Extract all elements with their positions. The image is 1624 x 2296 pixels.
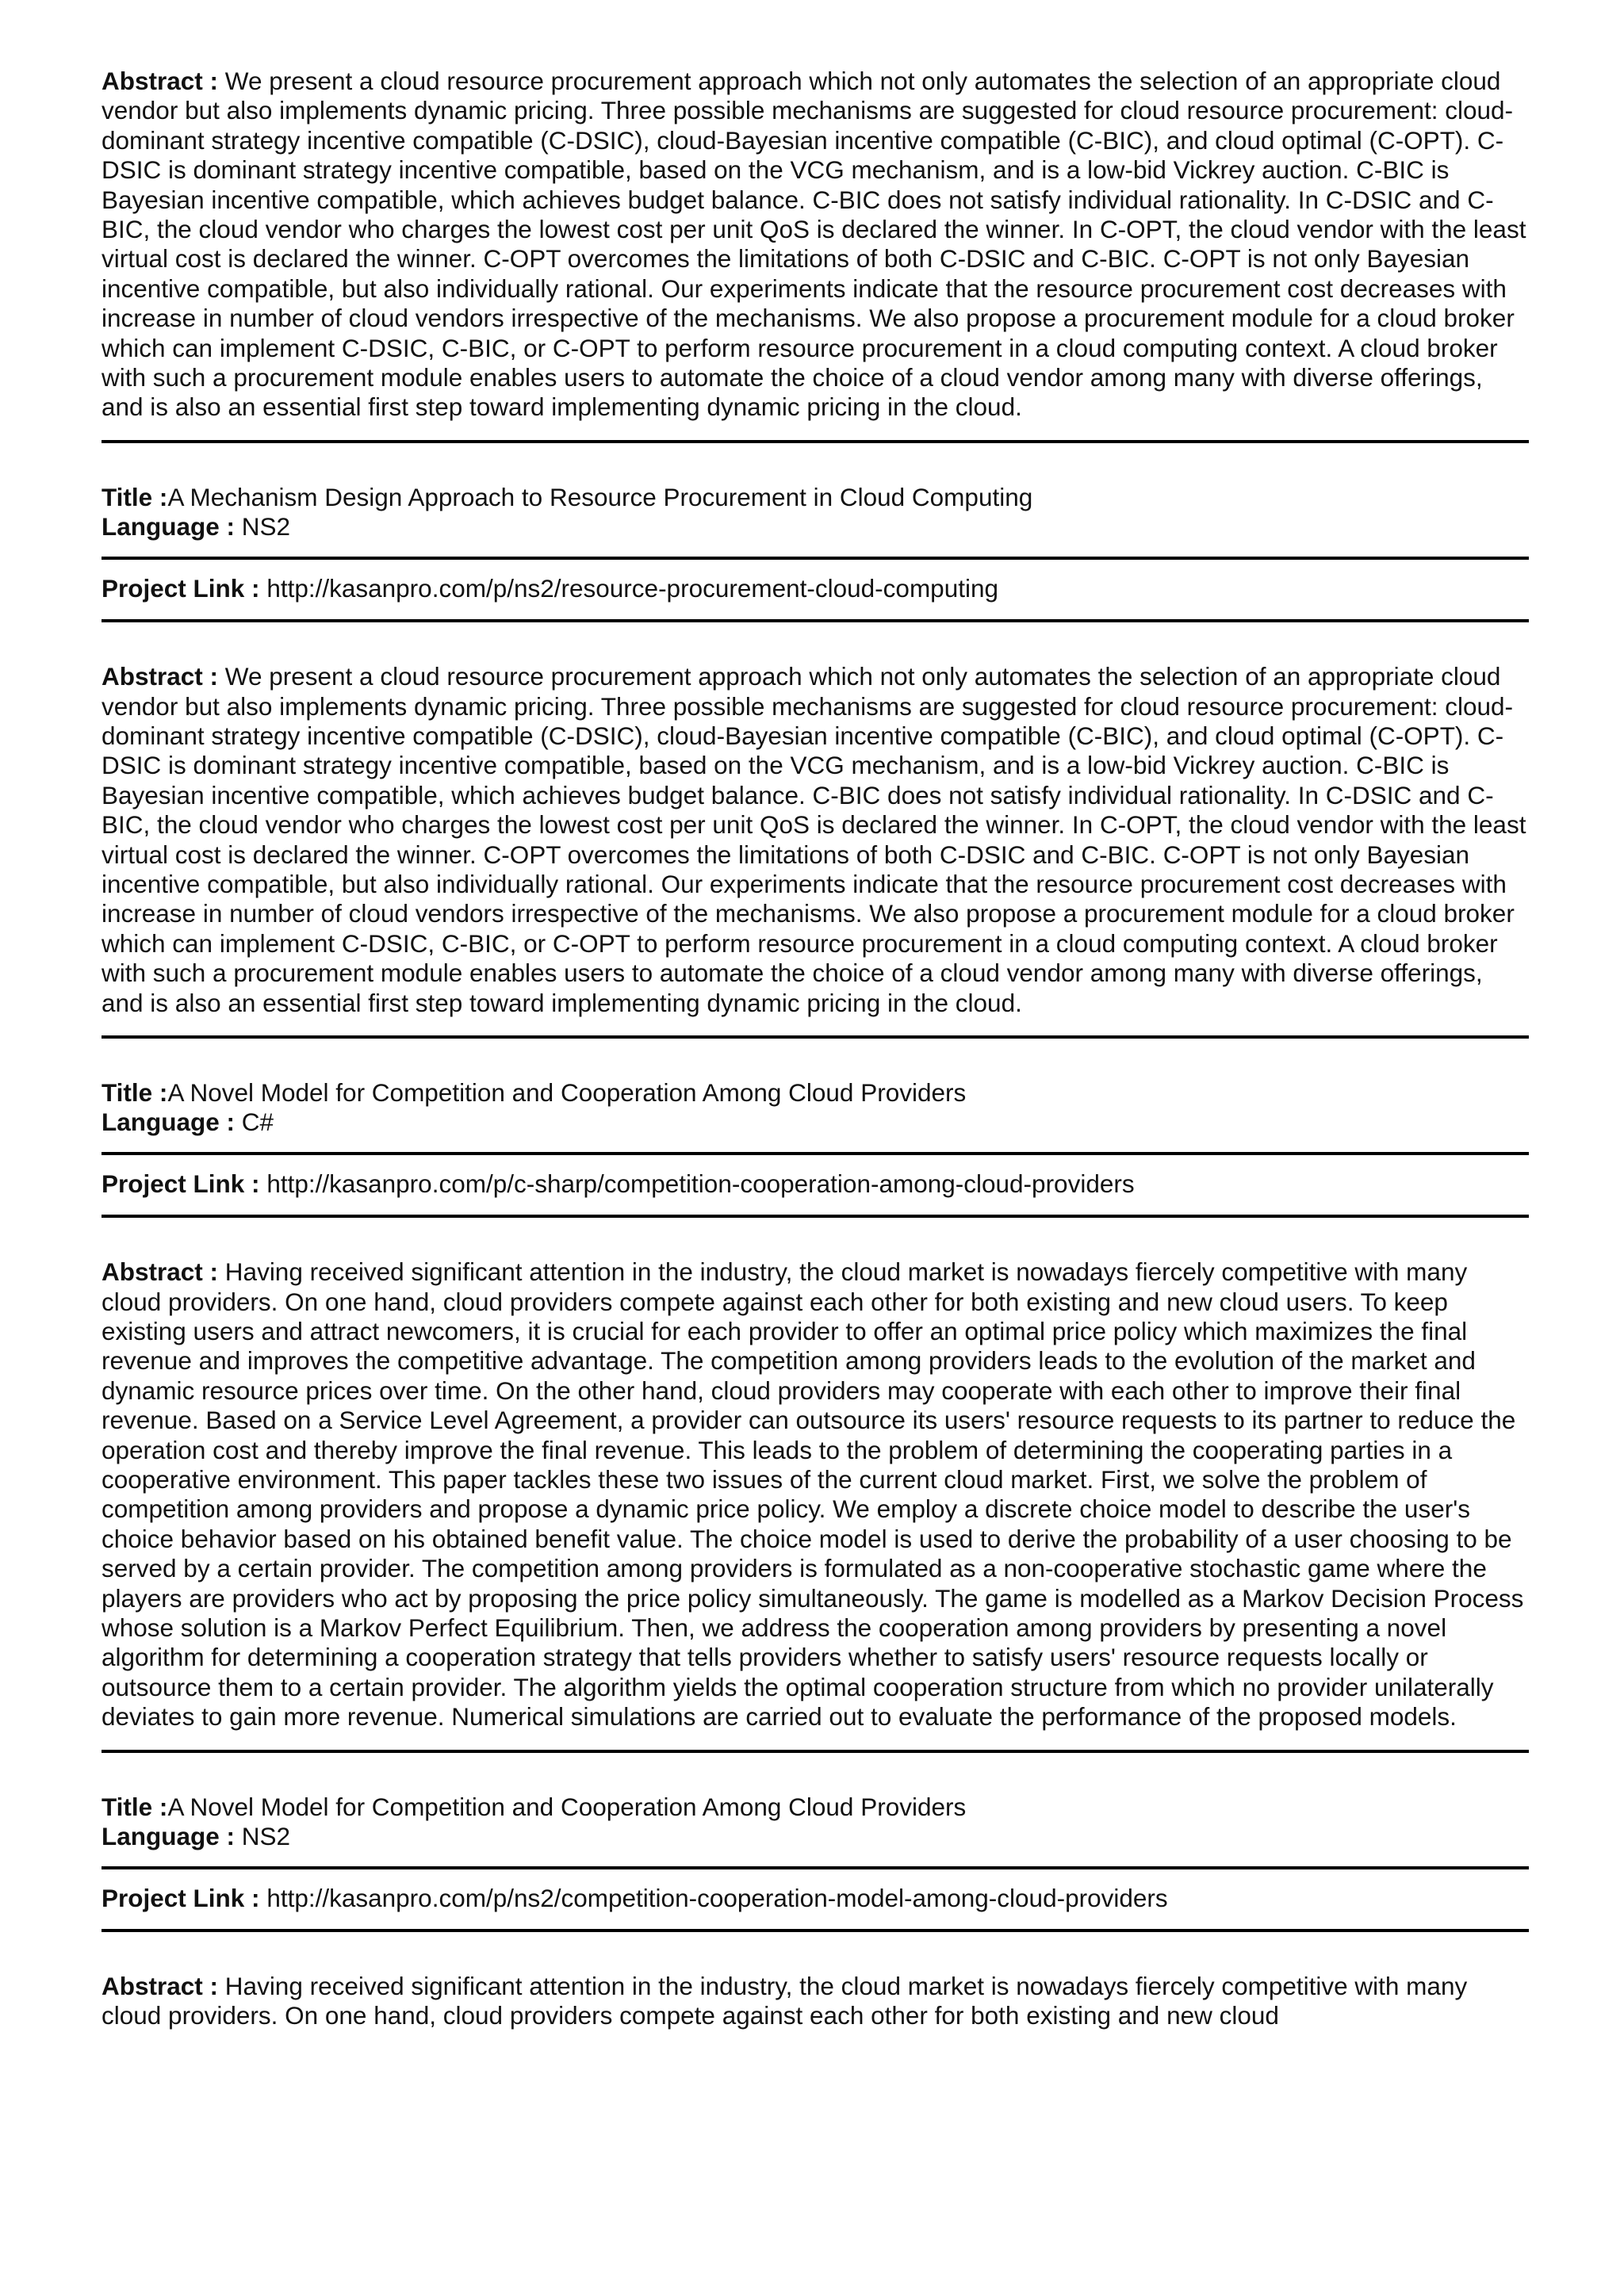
project-title: A Novel Model for Competition and Cooperation Among Cloud Providers — [167, 1077, 967, 1107]
abstract-paragraph — [102, 1257, 1529, 1732]
abstract-text: We present a cloud resource procurement approach which not only automates the selection of an appropriate cloud vendor but also implements dynamic pricing. Three possible mechanisms are suggested for cloud resource procurement: cloud-dominant strategy incentive compatible (C-DSIC), cloud-Bayesian incentive compatible (C-BIC), and cloud optimal (C-OPT). C-DSIC is dominant strategy incentive compatible, based on the VCG mechanism, and is a low-bid Vickrey auction. C-BIC is Bayesian incentive compatible, which achieves budget balance. C-BIC does not satisfy individual rationality. In C-DSIC and C-BIC, the cloud vendor who charges the lowest cost per unit QoS is declared the winner. In C-OPT, the cloud vendor with the least virtual cost is declared the winner. C-OPT overcomes the limitations of both C-DSIC and C-BIC. C-OPT is not only Bayesian incentive compatible, but also individually rational. Our experiments indicate that the resource procurement cost decreases with increase in number of cloud vendors irrespective of the mechanisms. We also propose a procurement module for a cloud broker which can implement C-DSIC, C-BIC, or C-OPT to perform resource procurement in a cloud computing context. A cloud broker with such a procurement module enables users to automate the choice of a cloud vendor among many with diverse offerings, and is also an essential first step toward implementing dynamic pricing in the cloud. — [102, 662, 1526, 1017]
project-language: C# — [241, 1108, 274, 1137]
project-link-label: Project Link : — [102, 1169, 260, 1198]
language-line — [102, 512, 1529, 541]
project-header — [102, 1039, 1529, 1152]
abstract-text: Having received significant attention in the industry, the cloud market is nowadays fiercely competitive with many cloud providers. On one hand, cloud providers compete against each other for both existing and new cloud users. To keep existing users and attract newcomers, it is crucial for each provider to offer an optimal price policy which maximizes the final revenue and improves the competitive advantage. The competition among providers leads to the evolution of the market and dynamic resource prices over time. On the other hand, cloud providers may cooperate with each other to improve their final revenue. Based on a Service Level Agreement, a provider can outsource its users' resource requests to its partner to reduce the operation cost and thereby improve the final revenue. This leads to the problem of determining the cooperating parties in a cooperative environment. This paper tackles these two issues of the current cloud market. First, we solve the problem of competition among providers and propose a dynamic price policy. We employ a discrete choice model to describe the user's choice behavior based on his obtained benefit value. The choice model is used to derive the probability of a user choosing to be served by a certain provider. The competition among providers is formulated as a non-cooperative stochastic game where the players are providers who act by proposing the price policy simultaneously. The game is modelled as a Markov Decision Process whose solution is a Markov Perfect Equilibrium. Then, we address the cooperation among providers by presenting a novel algorithm for determining a cooperation strategy that tells providers whether to satisfy users' resource requests locally or outsource them to a certain provider. The algorithm yields the optimal cooperation structure from which no provider unilaterally deviates to gain more revenue. Numerical simulations are carried out to evaluate the performance of the proposed models. — [102, 1257, 1524, 1732]
project-link-row — [102, 1155, 1529, 1215]
abstract-text: Having received significant attention in the industry, the cloud market is nowadays fiercely competitive with many cloud providers. On one hand, cloud providers compete against each other for both existing and new cloud — [102, 1971, 1468, 2030]
abstract-paragraph — [102, 1972, 1529, 2031]
abstract-section — [102, 67, 1529, 440]
title-label: Title : — [102, 482, 168, 511]
abstract-label: Abstract : — [102, 1257, 219, 1287]
language-line — [102, 1108, 1529, 1137]
link-line — [102, 1169, 1529, 1199]
language-label: Language : — [102, 1108, 236, 1137]
abstract-section — [102, 622, 1529, 1035]
language-label: Language : — [102, 512, 236, 541]
title-label: Title : — [102, 1077, 168, 1107]
project-header — [102, 1753, 1529, 1866]
project-link[interactable]: http://kasanpro.com/p/ns2/resource-procurement-cloud-computing — [266, 573, 999, 603]
abstract-label: Abstract : — [102, 67, 219, 95]
project-link[interactable]: http://kasanpro.com/p/ns2/competition-cooperation-model-among-cloud-providers — [266, 1883, 1168, 1912]
abstract-section — [102, 1218, 1529, 1750]
project-language: NS2 — [241, 1822, 291, 1851]
abstract-label: Abstract : — [102, 1971, 219, 2000]
title-line — [102, 1793, 1529, 1822]
language-label: Language : — [102, 1822, 236, 1851]
abstract-section — [102, 1932, 1529, 2049]
title-line — [102, 1078, 1529, 1108]
project-link-label: Project Link : — [102, 1883, 260, 1912]
link-line — [102, 1884, 1529, 1913]
title-line — [102, 483, 1529, 512]
project-language: NS2 — [241, 512, 291, 541]
project-title: A Novel Model for Competition and Cooperation Among Cloud Providers — [167, 1792, 967, 1821]
abstract-text: We present a cloud resource procurement approach which not only automates the selection of an appropriate cloud vendor but also implements dynamic pricing. Three possible mechanisms are suggested for cloud resource procurement: cloud-dominant strategy incentive compatible (C-DSIC), cloud-Bayesian incentive compatible (C-BIC), and cloud optimal (C-OPT). C-DSIC is dominant strategy incentive compatible, based on the VCG mechanism, and is a low-bid Vickrey auction. C-BIC is Bayesian incentive compatible, which achieves budget balance. C-BIC does not satisfy individual rationality. In C-DSIC and C-BIC, the cloud vendor who charges the lowest cost per unit QoS is declared the winner. In C-OPT, the cloud vendor with the least virtual cost is declared the winner. C-OPT overcomes the limitations of both C-DSIC and C-BIC. C-OPT is not only Bayesian incentive compatible, but also individually rational. Our experiments indicate that the resource procurement cost decreases with increase in number of cloud vendors irrespective of the mechanisms. We also propose a procurement module for a cloud broker which can implement C-DSIC, C-BIC, or C-OPT to perform resource procurement in a cloud computing context. A cloud broker with such a procurement module enables users to automate the choice of a cloud vendor among many with diverse offerings, and is also an essential first step toward implementing dynamic pricing in the cloud. — [102, 67, 1526, 422]
project-header — [102, 443, 1529, 557]
abstract-paragraph — [102, 662, 1529, 1018]
project-link-row — [102, 1869, 1529, 1929]
project-link-row — [102, 560, 1529, 619]
abstract-paragraph — [102, 67, 1529, 423]
link-line — [102, 574, 1529, 603]
project-title: A Mechanism Design Approach to Resource Procurement in Cloud Computing — [167, 482, 1033, 511]
project-link[interactable]: http://kasanpro.com/p/c-sharp/competition-cooperation-among-cloud-providers — [266, 1169, 1135, 1198]
document-page — [102, 67, 1529, 2049]
title-label: Title : — [102, 1792, 168, 1821]
abstract-label: Abstract : — [102, 662, 219, 691]
project-link-label: Project Link : — [102, 573, 260, 603]
language-line — [102, 1822, 1529, 1851]
